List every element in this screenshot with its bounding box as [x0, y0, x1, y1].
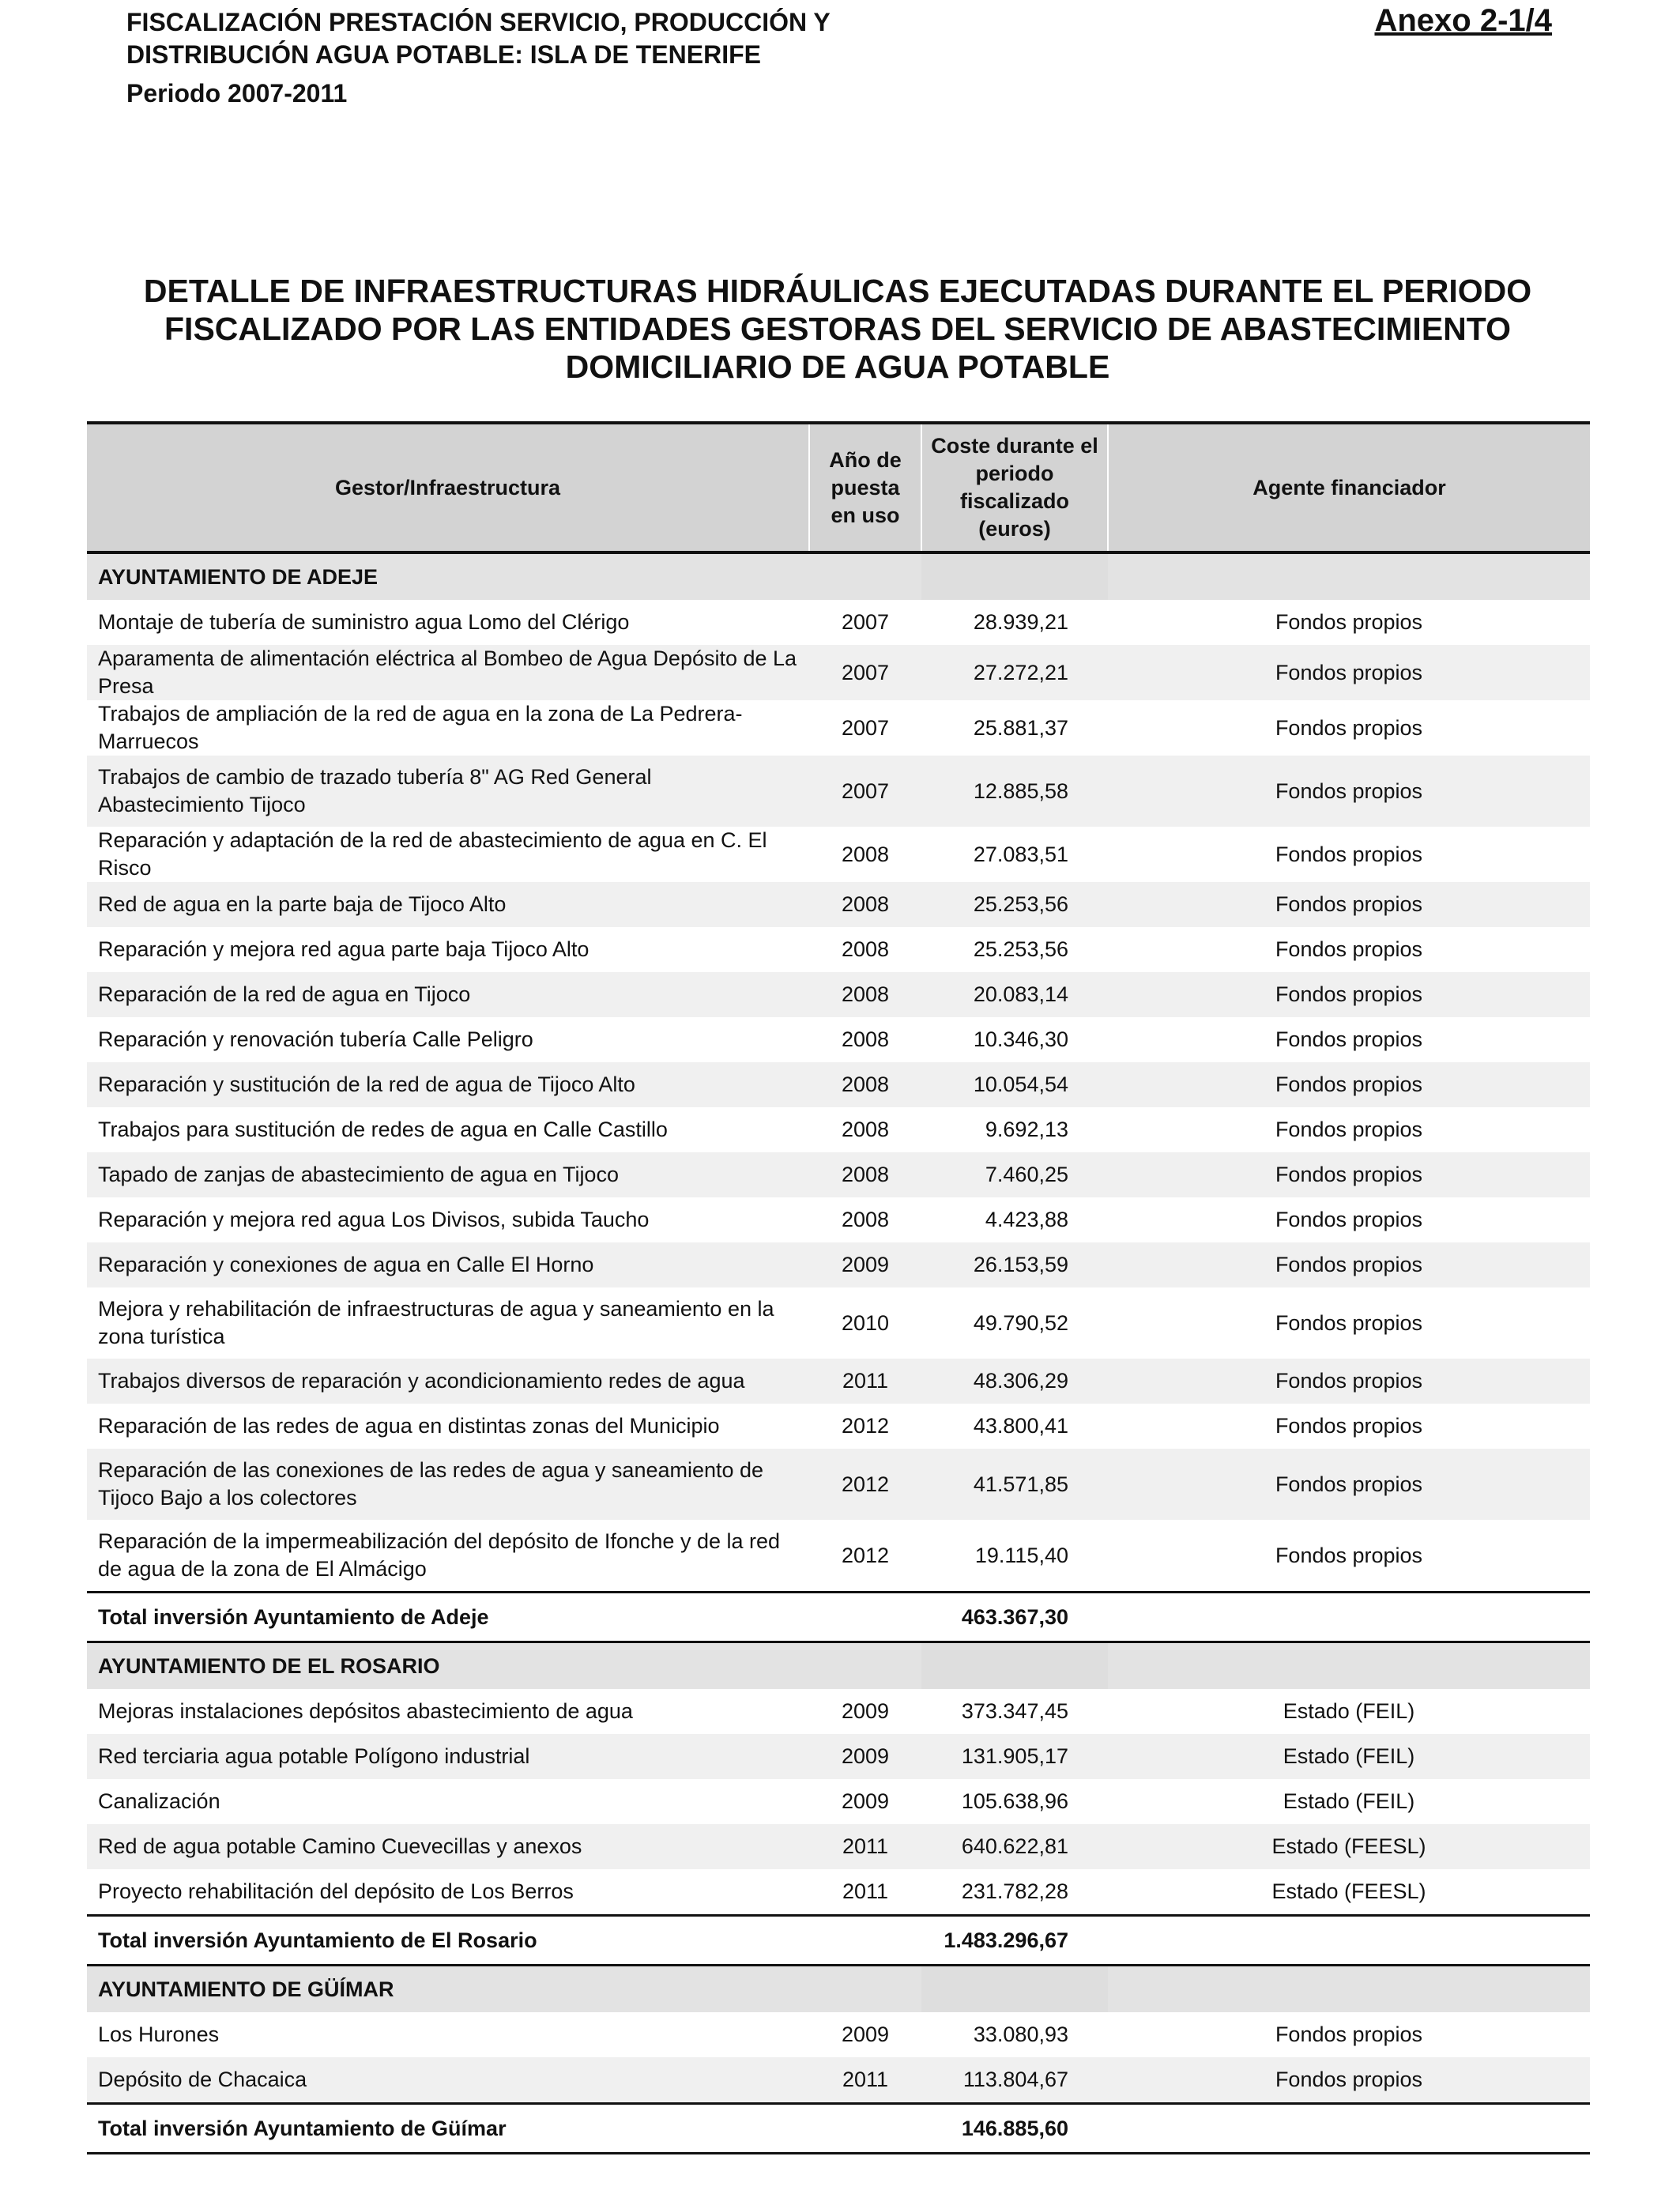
agent-cell: Fondos propios — [1275, 1027, 1423, 1051]
cost-cell: 373.347,45 — [961, 1699, 1068, 1723]
agent-cell: Fondos propios — [1108, 1449, 1590, 1520]
infrastructure-cell: Proyecto rehabilitación del depósito de Los Berros — [98, 1879, 574, 1903]
table-row — [87, 2012, 1590, 2057]
agent-cell: Fondos propios — [1275, 1414, 1423, 1438]
cost-cell: 48.306,29 — [921, 1359, 1108, 1404]
agent-cell: Estado (FEIL) — [1283, 1789, 1415, 1813]
year-cell: 2008 — [841, 842, 890, 866]
infrastructure-cell: Red de agua potable Camino Cuevecillas y anexos — [87, 1824, 809, 1869]
col-header-gestor: Gestor/Infraestructura — [87, 423, 809, 552]
group-total-row — [87, 2104, 1590, 2154]
table-row — [87, 1520, 1590, 1593]
col-header-anio: Año de puesta en uso — [809, 423, 921, 552]
table-row — [87, 1689, 1590, 1734]
cost-cell: 49.790,52 — [973, 1310, 1068, 1335]
infrastructure-cell: Red de agua en la parte baja de Tijoco Alto — [87, 882, 809, 927]
total-value: 463.367,30 — [921, 1593, 1108, 1642]
group-empty-cell — [1108, 552, 1590, 600]
agent-cell: Fondos propios — [1275, 1208, 1423, 1231]
total-label: Total inversión Ayuntamiento de Güímar — [87, 2104, 809, 2154]
header-line-1: FISCALIZACIÓN PRESTACIÓN SERVICIO, PRODUCCIÓN Y — [126, 8, 831, 36]
year-cell: 2009 — [841, 1789, 890, 1813]
table-row — [87, 972, 1590, 1017]
cost-cell: 105.638,96 — [961, 1789, 1068, 1813]
year-cell: 2011 — [809, 1359, 921, 1404]
table-row — [87, 1017, 1590, 1062]
cost-cell: 20.083,14 — [921, 972, 1108, 1017]
agent-cell: Fondos propios — [1275, 1310, 1423, 1335]
cost-cell: 640.622,81 — [921, 1824, 1108, 1869]
year-cell: 2012 — [841, 1543, 890, 1567]
title-line-2: FISCALIZADO POR LAS ENTIDADES GESTORAS DEL SERVICIO DE ABASTECIMIENTO — [164, 311, 1511, 347]
infrastructure-cell: Reparación y mejora red agua parte baja Tijoco Alto — [98, 937, 590, 961]
cost-cell: 43.800,41 — [973, 1414, 1068, 1438]
year-cell: 2008 — [841, 1118, 890, 1141]
infrastructure-cell: Reparación y mejora red agua Los Divisos, subida Taucho — [98, 1208, 650, 1231]
infrastructure-cell: Reparación de la impermeabilización del depósito de Ifonche y de la red de agua de la zona de El Almácigo — [98, 1529, 781, 1581]
year-cell: 2009 — [809, 1734, 921, 1779]
total-label: Total inversión Ayuntamiento de El Rosario — [87, 1916, 809, 1966]
table-row — [87, 1197, 1590, 1242]
year-cell: 2012 — [809, 1449, 921, 1520]
infrastructure-cell: Canalización — [98, 1789, 220, 1813]
table-row — [87, 1779, 1590, 1824]
cost-cell: 41.571,85 — [921, 1449, 1108, 1520]
year-cell: 2011 — [842, 1879, 889, 1903]
cost-cell: 10.346,30 — [973, 1027, 1068, 1051]
table-row — [87, 600, 1590, 645]
agent-cell: Fondos propios — [1275, 1543, 1423, 1567]
cost-cell: 131.905,17 — [921, 1734, 1108, 1779]
year-cell: 2008 — [841, 1208, 890, 1231]
agent-cell: Fondos propios — [1275, 937, 1423, 961]
table-row — [87, 1062, 1590, 1107]
group-name: AYUNTAMIENTO DE ADEJE — [87, 552, 809, 600]
agent-cell: Fondos propios — [1275, 1118, 1423, 1141]
title-line-3: DOMICILIARIO DE AGUA POTABLE — [565, 349, 1110, 385]
cost-cell: 113.804,67 — [921, 2057, 1108, 2104]
infrastructure-cell: Mejoras instalaciones depósitos abastecimiento de agua — [98, 1699, 633, 1723]
infrastructure-cell: Red terciaria agua potable Polígono industrial — [87, 1734, 809, 1779]
total-empty-cell — [1108, 1593, 1590, 1642]
cost-cell: 7.460,25 — [921, 1152, 1108, 1197]
table-row — [87, 1107, 1590, 1152]
cost-cell: 28.939,21 — [973, 610, 1068, 634]
group-name: AYUNTAMIENTO DE GÜÍMAR — [87, 1966, 809, 2013]
year-cell: 2012 — [841, 1414, 890, 1438]
agent-cell: Fondos propios — [1108, 1242, 1590, 1287]
table-row — [87, 1359, 1590, 1404]
year-cell: 2009 — [809, 1242, 921, 1287]
table-row — [87, 700, 1590, 756]
total-empty-cell — [1108, 1916, 1590, 1966]
total-label: Total inversión Ayuntamiento de Adeje — [87, 1593, 809, 1642]
cost-cell: 4.423,88 — [985, 1208, 1068, 1231]
agent-cell: Fondos propios — [1108, 1152, 1590, 1197]
table-row — [87, 1869, 1590, 1916]
year-cell: 2009 — [841, 2022, 890, 2046]
agent-cell: Fondos propios — [1108, 2057, 1590, 2104]
group-empty-cell — [1108, 1966, 1590, 2013]
year-cell: 2008 — [809, 1152, 921, 1197]
total-value: 146.885,60 — [921, 2104, 1108, 2154]
agent-cell: Fondos propios — [1275, 715, 1423, 740]
table-row — [87, 1404, 1590, 1449]
cost-cell: 27.272,21 — [921, 645, 1108, 700]
infrastructure-cell: Trabajos para sustitución de redes de agua en Calle Castillo — [98, 1118, 668, 1141]
infrastructure-cell: Reparación de las redes de agua en distintas zonas del Municipio — [98, 1414, 720, 1438]
infrastructure-cell: Reparación y sustitución de la red de agua de Tijoco Alto — [87, 1062, 809, 1107]
col-header-agente: Agente financiador — [1108, 423, 1590, 552]
group-header-row — [87, 1966, 1590, 2013]
year-cell: 2007 — [809, 756, 921, 827]
agent-cell: Fondos propios — [1108, 1359, 1590, 1404]
table-row — [87, 1734, 1590, 1779]
group-name: AYUNTAMIENTO DE EL ROSARIO — [87, 1642, 809, 1690]
col-header-coste: Coste durante el periodo fiscalizado (euros) — [921, 423, 1108, 552]
title-line-1: DETALLE DE INFRAESTRUCTURAS HIDRÁULICAS EJECUTADAS DURANTE EL PERIODO — [143, 273, 1532, 309]
agent-cell: Fondos propios — [1108, 882, 1590, 927]
table-row — [87, 1242, 1590, 1287]
cost-cell: 231.782,28 — [961, 1879, 1068, 1903]
cost-cell: 9.692,13 — [985, 1118, 1068, 1141]
table-row — [87, 645, 1590, 700]
group-empty-cell — [921, 552, 1108, 600]
agent-cell: Fondos propios — [1108, 1062, 1590, 1107]
total-empty-cell — [1108, 2104, 1590, 2154]
group-empty-cell — [921, 1642, 1108, 1690]
infrastructure-cell: Montaje de tubería de suministro agua Lomo del Clérigo — [98, 610, 630, 634]
infrastructure-cell: Reparación y renovación tubería Calle Peligro — [98, 1027, 533, 1051]
cost-cell: 33.080,93 — [973, 2022, 1068, 2046]
table-row — [87, 1287, 1590, 1359]
infrastructure-cell: Reparación de la red de agua en Tijoco — [87, 972, 809, 1017]
infrastructure-cell: Trabajos de cambio de trazado tubería 8" AG Red General Abastecimiento Tijoco — [87, 756, 809, 827]
year-cell: 2011 — [809, 1824, 921, 1869]
table-row — [87, 1449, 1590, 1520]
infrastructure-cell: Trabajos diversos de reparación y acondicionamiento redes de agua — [87, 1359, 809, 1404]
document-header — [126, 6, 831, 110]
document-title — [87, 272, 1588, 386]
header-line-2: DISTRIBUCIÓN AGUA POTABLE: ISLA DE TENERIFE — [126, 40, 761, 69]
cost-cell: 27.083,51 — [973, 842, 1068, 866]
total-empty-cell — [809, 1916, 921, 1966]
total-empty-cell — [809, 1593, 921, 1642]
infrastructure-cell: Tapado de zanjas de abastecimiento de agua en Tijoco — [87, 1152, 809, 1197]
cost-cell: 12.885,58 — [921, 756, 1108, 827]
infrastructure-cell: Los Hurones — [98, 2022, 220, 2046]
infrastructure-cell: Mejora y rehabilitación de infraestructuras de agua y saneamiento en la zona turística — [98, 1297, 774, 1348]
group-empty-cell — [809, 552, 921, 600]
agent-cell: Estado (FEESL) — [1271, 1879, 1426, 1903]
year-cell: 2011 — [809, 2057, 921, 2104]
table-row — [87, 927, 1590, 972]
group-empty-cell — [1108, 1642, 1590, 1690]
table-row — [87, 1824, 1590, 1869]
group-empty-cell — [809, 1642, 921, 1690]
table-row — [87, 1152, 1590, 1197]
agent-cell: Estado (FEESL) — [1108, 1824, 1590, 1869]
infrastructure-cell: Trabajos de ampliación de la red de agua en la zona de La Pedrera-Marruecos — [98, 702, 743, 753]
infrastructure-cell: Reparación de las conexiones de las redes de agua y saneamiento de Tijoco Bajo a los colectores — [87, 1449, 809, 1520]
year-cell: 2007 — [841, 610, 890, 634]
cost-cell: 25.253,56 — [973, 937, 1068, 961]
infrastructure-cell: Reparación y conexiones de agua en Calle El Horno — [87, 1242, 809, 1287]
agent-cell: Fondos propios — [1275, 610, 1423, 634]
group-empty-cell — [921, 1966, 1108, 2013]
table-row — [87, 882, 1590, 927]
table-body — [87, 552, 1590, 2154]
infrastructure-cell: Reparación y adaptación de la red de abastecimiento de agua en C. El Risco — [98, 828, 767, 880]
infrastructure-table — [87, 421, 1590, 2154]
header-period: Periodo 2007-2011 — [126, 79, 348, 107]
year-cell: 2008 — [809, 882, 921, 927]
year-cell: 2008 — [841, 1027, 890, 1051]
agent-cell: Fondos propios — [1108, 645, 1590, 700]
group-header-row — [87, 1642, 1590, 1690]
agent-cell: Estado (FEIL) — [1108, 1734, 1590, 1779]
agent-cell: Estado (FEIL) — [1283, 1699, 1415, 1723]
infrastructure-cell: Aparamenta de alimentación eléctrica al Bombeo de Agua Depósito de La Presa — [87, 645, 809, 700]
agent-cell: Fondos propios — [1275, 842, 1423, 866]
group-empty-cell — [809, 1966, 921, 2013]
year-cell: 2007 — [841, 715, 890, 740]
agent-cell: Fondos propios — [1108, 756, 1590, 827]
year-cell: 2007 — [809, 645, 921, 700]
agent-cell: Fondos propios — [1275, 2022, 1423, 2046]
group-header-row — [87, 552, 1590, 600]
cost-cell: 26.153,59 — [921, 1242, 1108, 1287]
total-empty-cell — [809, 2104, 921, 2154]
year-cell: 2008 — [809, 1062, 921, 1107]
year-cell: 2009 — [841, 1699, 890, 1723]
group-total-row — [87, 1593, 1590, 1642]
cost-cell: 25.253,56 — [921, 882, 1108, 927]
cost-cell: 25.881,37 — [973, 715, 1068, 740]
cost-cell: 10.054,54 — [921, 1062, 1108, 1107]
year-cell: 2010 — [841, 1310, 890, 1335]
group-total-row — [87, 1916, 1590, 1966]
table-header-row — [87, 423, 1590, 552]
table-row — [87, 827, 1590, 882]
table-row — [87, 756, 1590, 827]
year-cell: 2008 — [809, 972, 921, 1017]
cost-cell: 19.115,40 — [974, 1543, 1068, 1567]
total-value: 1.483.296,67 — [921, 1916, 1108, 1966]
infrastructure-cell: Depósito de Chacaica — [87, 2057, 809, 2104]
annex-label: Anexo 2-1/4 — [1374, 3, 1552, 38]
year-cell: 2008 — [841, 937, 890, 961]
agent-cell: Fondos propios — [1108, 972, 1590, 1017]
table-row — [87, 2057, 1590, 2104]
